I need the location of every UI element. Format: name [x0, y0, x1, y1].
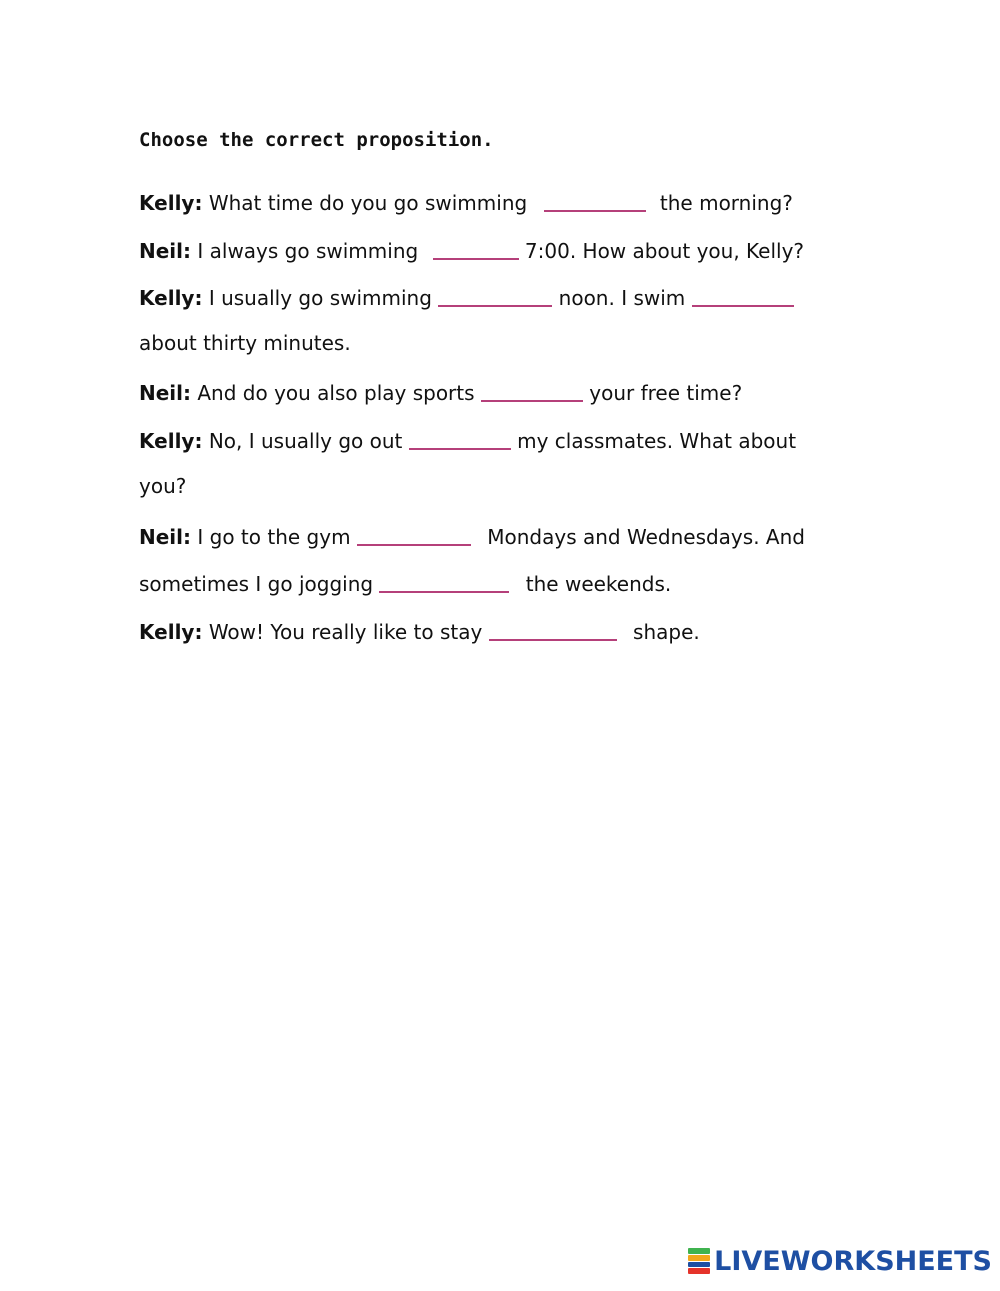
answer-blank-5[interactable]	[481, 378, 583, 402]
logo-icon	[688, 1248, 710, 1274]
line-text: What time do you go swimming	[202, 191, 534, 215]
speaker-label: Neil:	[139, 525, 192, 549]
dialogue-line-2	[139, 234, 804, 262]
dialogue-line-4	[139, 329, 351, 357]
answer-blank-3[interactable]	[438, 283, 552, 307]
answer-blank-1[interactable]	[544, 188, 646, 212]
line-text: 7:00. How about you, Kelly?	[518, 239, 805, 263]
answer-blank-2[interactable]	[433, 236, 519, 260]
instruction-heading: Choose the correct proposition.	[139, 129, 494, 151]
answer-blank-4[interactable]	[692, 283, 794, 307]
dialogue-line-9	[139, 567, 671, 595]
answer-blank-6[interactable]	[409, 426, 511, 450]
line-text: your free time?	[582, 381, 743, 405]
dialogue-line-5	[139, 376, 742, 404]
line-text: I always go swimming	[191, 239, 425, 263]
answer-blank-8[interactable]	[379, 569, 509, 593]
speaker-label: Kelly:	[139, 191, 203, 215]
speaker-label: Neil:	[139, 381, 192, 405]
dialogue-line-8	[139, 520, 805, 548]
line-text: No, I usually go out	[202, 429, 409, 453]
speaker-label: Kelly:	[139, 286, 203, 310]
line-text: my classmates. What about	[510, 429, 797, 453]
liveworksheets-logo	[688, 1245, 992, 1277]
line-text: sometimes I go jogging	[139, 572, 380, 596]
line-text: Mondays and Wednesdays. And	[480, 525, 805, 549]
line-text: about thirty minutes.	[139, 331, 351, 355]
speaker-label: Kelly:	[139, 620, 203, 644]
line-text: noon. I swim	[552, 286, 692, 310]
line-text: Wow! You really like to stay	[202, 620, 489, 644]
line-text: you?	[139, 474, 187, 498]
line-text: I go to the gym	[191, 525, 357, 549]
line-text: shape.	[626, 620, 700, 644]
line-text: And do you also play sports	[191, 381, 481, 405]
dialogue-line-6	[139, 424, 796, 452]
line-text: the weekends.	[519, 572, 672, 596]
logo-wordmark: LIVEWORKSHEETS	[714, 1245, 992, 1277]
line-text: the morning?	[653, 191, 793, 215]
dialogue-line-7	[139, 472, 186, 500]
line-text: I usually go swimming	[202, 286, 439, 310]
answer-blank-9[interactable]	[489, 617, 617, 641]
dialogue-line-10	[139, 615, 700, 643]
speaker-label: Kelly:	[139, 429, 203, 453]
dialogue-line-1	[139, 186, 793, 214]
speaker-label: Neil:	[139, 239, 192, 263]
answer-blank-7[interactable]	[357, 522, 471, 546]
dialogue-line-3	[139, 281, 794, 309]
